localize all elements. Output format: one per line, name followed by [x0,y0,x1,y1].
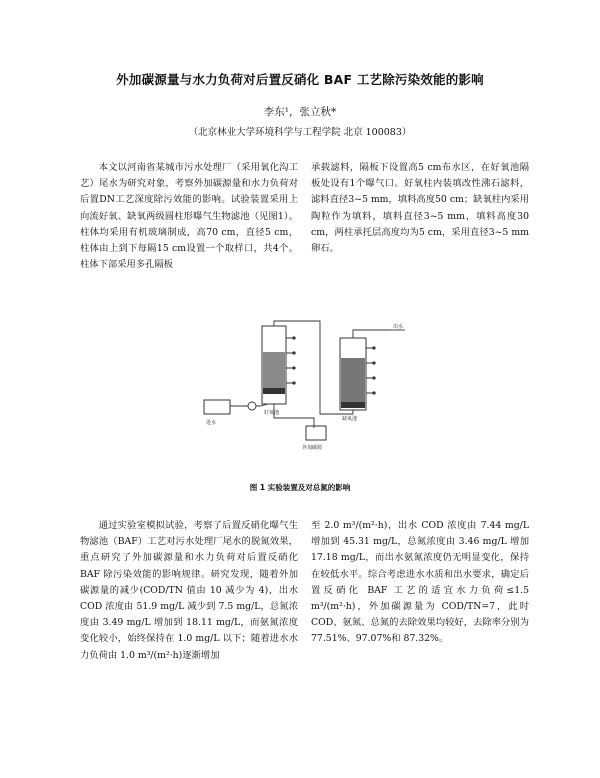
label-aerobic: 好氧池 [264,410,280,416]
label-carbon-source: 外加碳源 [302,445,323,451]
body-column-2 [311,160,529,257]
paper-title: 外加碳源量与水力负荷对后置反硝化 BAF 工艺除污染效能的影响 [116,72,484,87]
body-column-3 [80,518,298,664]
body-paragraph-1: 本文以河南省某城市污水处理厂（采用氧化沟工艺）尾水为研究对象，考察外加碳源量和水力负荷对后置DN工艺深度除污效能的影响。试验装置采用上向流好氧、缺氧两级圆柱形曝气生物滤池（见图1）。柱体均采用有机玻璃制成，高70 cm，直径5 cm，柱体由上到下每隔15 cm设置一个取样口，共4个。柱体下部采用多孔隔板 [80,162,298,271]
body-column-4 [311,518,529,648]
piping [230,321,405,428]
aerobic-column [262,326,296,404]
body-paragraph-2: 通过实验室模拟试验，考察了后置反硝化曝气生物滤池（BAF）工艺对污水处理厂尾水的脱氮效果，重点研究了外加碳源量和水力负荷对后置反硝化 BAF 除污染效能的影响规律。研究发现，随着外加碳源量的减少(COD/TN 值由 10 减少为 4)，出水 COD 浓度由 51.9 mg/L 减少到 7.5 mg/L，总氮浓度由 3.49 mg/L 增加到 18.11 mg/L，而氨氮浓度变化较小，始终保持在 1.0 mg/L 以下；随着进水水力负荷由 1.0 m³/(m²·h)逐渐增加 [80,520,298,661]
figure-1-apparatus [190,318,430,470]
body-column-1 [80,160,298,273]
body-paragraph-2-continued: 至 2.0 m³/(m²·h)，出水 COD 浓度由 7.44 mg/L 增加到 45.31 mg/L，总氮浓度由 3.46 mg/L 增加 17.18 mg/L，而出水氨氮浓度仍无明显变化，保持在较低水平。综合考虑进水水质和出水要求，确定后置反硝化 BAF 工艺的适宜水力负荷≤1.5 m³/(m²·h)，外加碳源量为 COD/TN=7，此时 COD、氨氮、总氮的去除效果均较好，去除率分别为 77.51%、97.07%和 87.32%。 [311,520,529,645]
anoxic-column [340,338,376,410]
label-outlet: 出水 [393,324,404,330]
label-anoxic: 缺氧池 [342,416,358,422]
body-paragraph-1-continued: 承载滤料，隔板下设置高5 cm布水区，在好氧池隔板处设有1个曝气口。好氧柱内装填改性沸石滤料，滤料直径3~5 mm，填料高度50 cm；缺氧柱内采用陶粒作为填料，填料直径3~5 mm，填料高度30 cm，两柱承托层高度均为5 cm，采用直径3~5 mm卵石。 [311,162,529,255]
figure-caption: 图 1 实验装置及对总氮的影响 [249,483,351,492]
carbon-source-tank [306,426,326,440]
label-inlet: 进水 [206,420,217,426]
pump-icon [248,402,256,410]
paper-affiliation: （北京林业大学环境科学与工程学院 北京 100083） [188,127,412,138]
apparatus-diagram [190,318,430,470]
paper-authors: 李东¹，张立秋* [263,106,337,118]
inlet-tank [204,400,230,414]
